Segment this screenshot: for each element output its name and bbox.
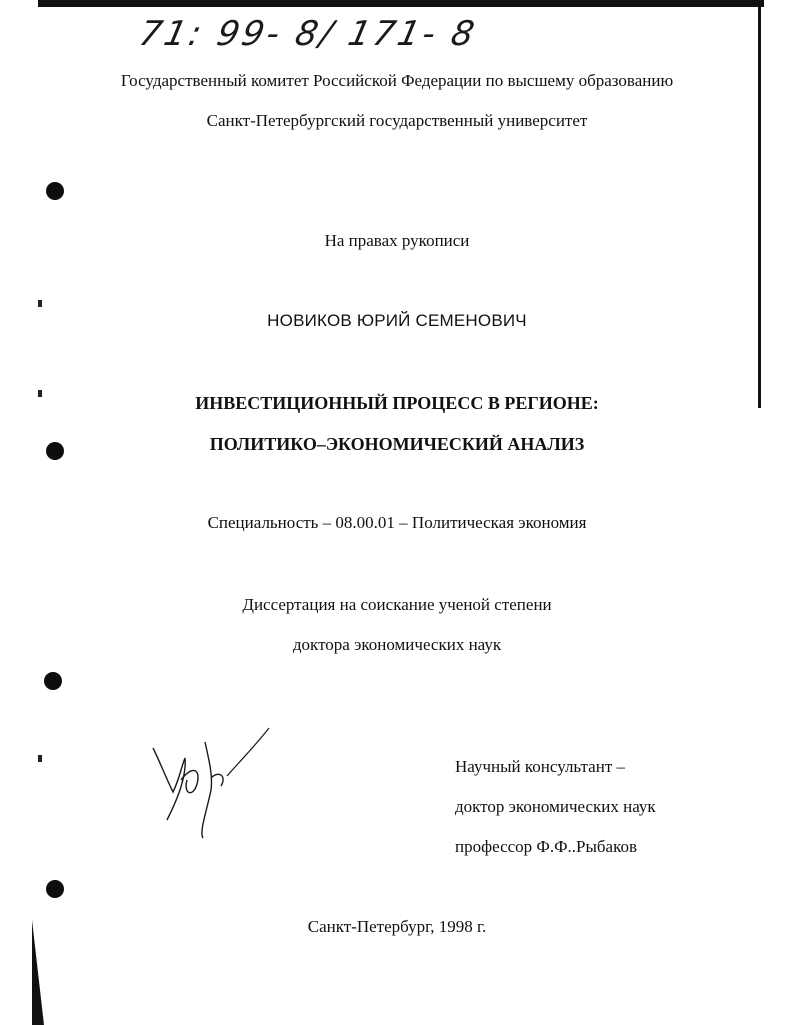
title-line-1: ИНВЕСТИЦИОННЫЙ ПРОЦЕСС В РЕГИОНЕ: <box>195 393 599 413</box>
city-year: Санкт-Петербург, 1998 г. <box>307 917 487 936</box>
binding-hole-mark <box>46 880 64 898</box>
scan-border-right <box>758 0 761 408</box>
committee-name: Государственный комитет Российской Федерации по высшему образованию <box>120 71 674 90</box>
university-name: Санкт-Петербургский государственный университет <box>206 111 588 130</box>
author-signature <box>145 720 275 840</box>
handwritten-archive-code: 71: 99- 8/ 171- 8 <box>135 14 481 54</box>
scan-speck <box>38 300 42 307</box>
consultant-name: профессор Ф.Ф..Рыбаков <box>455 837 638 856</box>
degree-line-1: Диссертация на соискание ученой степени <box>242 595 552 614</box>
manuscript-note: На правах рукописи <box>324 231 470 250</box>
scan-speck <box>38 755 42 762</box>
author-name: НОВИКОВ ЮРИЙ СЕМЕНОВИЧ <box>267 311 527 330</box>
degree-line-2: доктора экономических наук <box>292 635 502 654</box>
consultant-degree: доктор экономических наук <box>455 797 656 816</box>
scan-border-top <box>38 0 764 7</box>
specialty: Специальность – 08.00.01 – Политическая экономия <box>207 513 587 532</box>
consultant-role: Научный консультант – <box>455 757 625 776</box>
title-line-2: ПОЛИТИКО–ЭКОНОМИЧЕСКИЙ АНАЛИЗ <box>209 434 585 454</box>
binding-hole-mark <box>46 182 64 200</box>
binding-hole-mark <box>44 672 62 690</box>
